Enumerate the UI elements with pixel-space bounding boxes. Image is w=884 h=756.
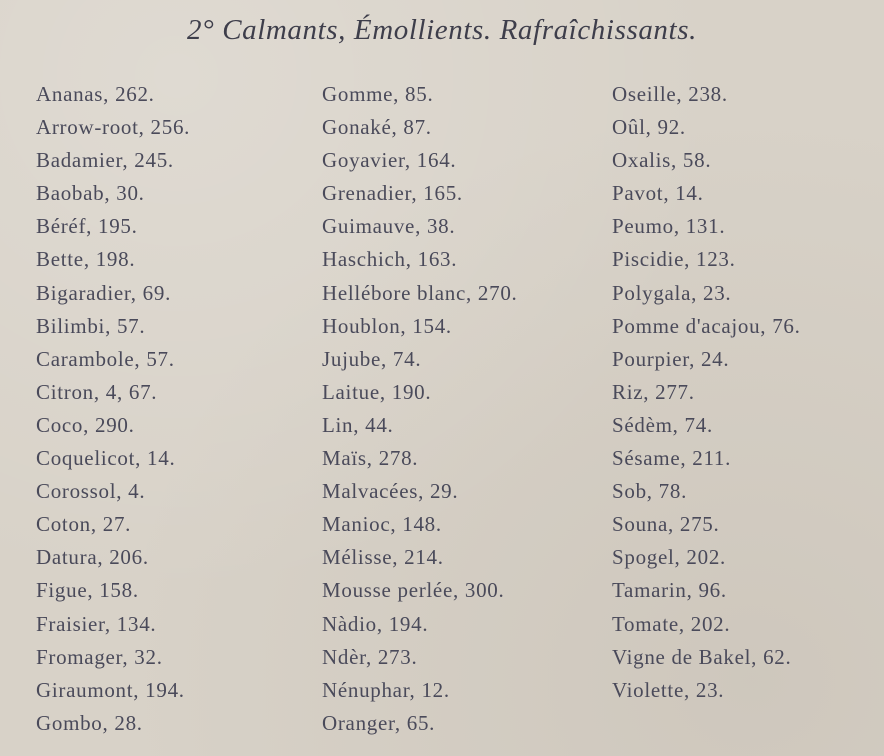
- index-column-1: [36, 78, 190, 740]
- index-entry: Mélisse, 214.: [322, 545, 444, 570]
- index-entry: Piscidie, 123.: [612, 247, 736, 272]
- index-entry: Haschich, 163.: [322, 247, 458, 272]
- index-entry: Oranger, 65.: [322, 710, 436, 735]
- index-entry: Souna, 275.: [612, 512, 720, 537]
- index-entry: Gomme, 85.: [322, 82, 434, 106]
- index-entry: Gombo, 28.: [36, 710, 143, 735]
- index-entry: Bette, 198.: [36, 247, 136, 272]
- index-entry: Pomme d'acajou, 76.: [612, 313, 801, 338]
- index-entry: Manioc, 148.: [322, 512, 442, 537]
- index-entry: Ndèr, 273.: [322, 644, 418, 669]
- index-entry: Mousse perlée, 300.: [322, 578, 505, 603]
- index-entry: Bigaradier, 69.: [36, 280, 172, 305]
- index-entry: Oûl, 92.: [612, 115, 686, 140]
- index-entry: Tamarin, 96.: [612, 578, 727, 603]
- index-entry: Nénuphar, 12.: [322, 677, 450, 702]
- index-entry: Oseille, 238.: [612, 82, 728, 106]
- index-entry: Peumo, 131.: [612, 214, 726, 239]
- index-entry: Coquelicot, 14.: [36, 446, 176, 471]
- index-entry: Badamier, 245.: [36, 148, 174, 173]
- index-entry: Laitue, 190.: [322, 379, 432, 404]
- index-entry: Houblon, 154.: [322, 313, 452, 338]
- index-entry: Violette, 23.: [612, 677, 725, 702]
- index-entry: Riz, 277.: [612, 379, 695, 404]
- index-entry: Malvacées, 29.: [322, 479, 459, 504]
- index-entry: Arrow-root, 256.: [36, 115, 191, 140]
- index-entry: Baobab, 30.: [36, 181, 145, 206]
- index-entry: Gonaké, 87.: [322, 115, 432, 140]
- index-column-2: [322, 78, 517, 740]
- index-entry: Fraisier, 134.: [36, 611, 157, 636]
- index-entry: Vigne de Bakel, 62.: [612, 644, 792, 669]
- index-entry: Spogel, 202.: [612, 545, 726, 570]
- index-entry: Guimauve, 38.: [322, 214, 456, 239]
- index-entry: Lin, 44.: [322, 412, 394, 437]
- index-entry: Maïs, 278.: [322, 446, 419, 471]
- index-entry: Figue, 158.: [36, 578, 139, 603]
- index-entry: Ananas, 262.: [36, 82, 155, 106]
- index-entry: Sésame, 211.: [612, 446, 732, 471]
- index-entry: Coco, 290.: [36, 412, 135, 437]
- index-entry: Nàdio, 194.: [322, 611, 429, 636]
- index-entry: Citron, 4, 67.: [36, 379, 158, 404]
- index-entry: Béréf, 195.: [36, 214, 138, 239]
- index-column-3: [612, 78, 801, 707]
- index-entry: Sédèm, 74.: [612, 412, 713, 437]
- index-entry: Tomate, 202.: [612, 611, 731, 636]
- index-entry: Oxalis, 58.: [612, 148, 712, 173]
- index-entry: Goyavier, 164.: [322, 148, 457, 173]
- index-entry: Carambole, 57.: [36, 346, 175, 371]
- index-entry: Pavot, 14.: [612, 181, 704, 206]
- index-entry: Datura, 206.: [36, 545, 149, 570]
- index-entry: Bilimbi, 57.: [36, 313, 146, 338]
- index-entry: Hellébore blanc, 270.: [322, 280, 518, 305]
- section-heading: 2° Calmants, Émollients. Rafraîchissants.: [187, 14, 697, 46]
- index-entry: Jujube, 74.: [322, 346, 422, 371]
- index-entry: Polygala, 23.: [612, 280, 732, 305]
- index-entry: Fromager, 32.: [36, 644, 163, 669]
- index-entry: Pourpier, 24.: [612, 346, 730, 371]
- index-entry: Corossol, 4.: [36, 479, 146, 504]
- index-entry: Sob, 78.: [612, 479, 688, 504]
- index-entry: Giraumont, 194.: [36, 677, 185, 702]
- index-entry: Grenadier, 165.: [322, 181, 463, 206]
- index-entry: Coton, 27.: [36, 512, 132, 537]
